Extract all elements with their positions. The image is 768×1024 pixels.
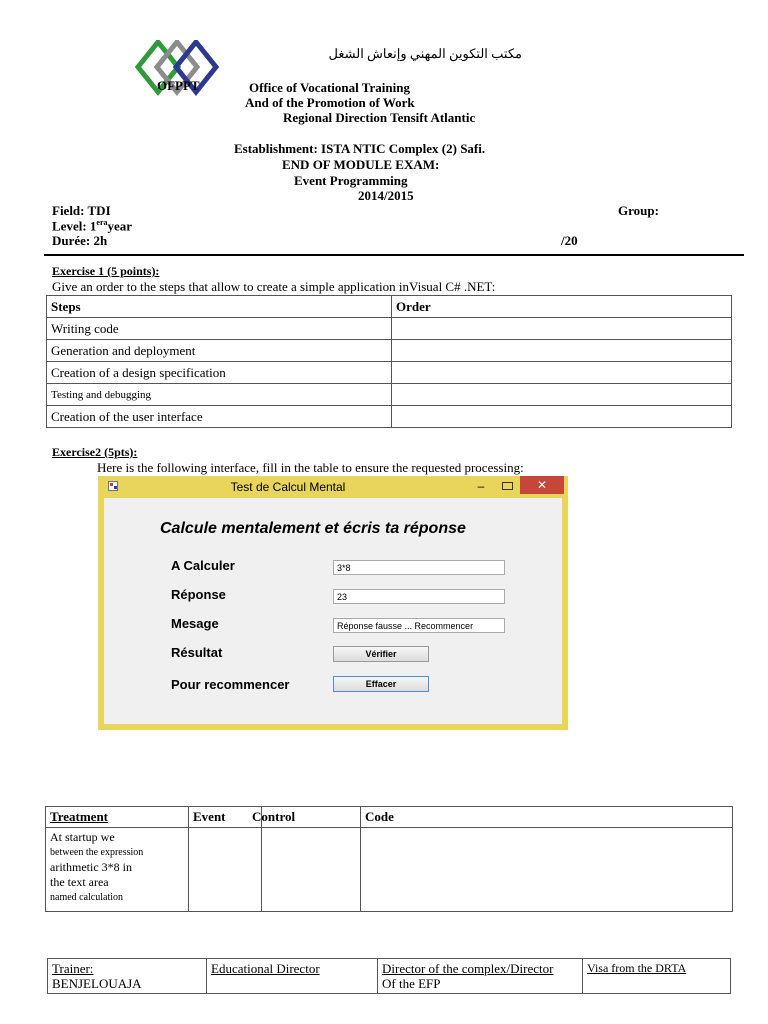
exam-title: END OF MODULE EXAM:: [282, 157, 440, 172]
window-titlebar: [98, 476, 568, 498]
trainer-cell: Trainer: BENJELOUAJA: [48, 959, 207, 994]
educational-director-cell: Educational Director: [207, 959, 378, 994]
control-cell[interactable]: [262, 828, 361, 912]
label-reponse: Réponse: [171, 587, 226, 602]
label-message: Mesage: [171, 616, 219, 631]
school-year: 2014/2015: [358, 188, 414, 203]
treatment-table: [45, 806, 733, 912]
window-body: [104, 498, 562, 724]
event-cell[interactable]: [189, 828, 262, 912]
label-a-calculer: A Calculer: [171, 558, 235, 573]
step-cell: Creation of a design specification: [47, 362, 392, 384]
director-cell: Director of the complex/Director Of the EFP: [378, 959, 583, 994]
treatment-cell: At startup we between the expression arithmetic 3*8 in the text area named calculation: [46, 828, 189, 912]
treatment-header: Treatment: [46, 807, 189, 828]
order-cell[interactable]: [392, 340, 732, 362]
window-title: Test de Calcul Mental: [230, 480, 346, 494]
arabic-title: مكتب التكوين المهني وإنعاش الشغل: [328, 46, 522, 61]
effacer-button[interactable]: Effacer: [333, 676, 429, 692]
exercise2-title: Exercise2 (5pts):: [52, 445, 138, 459]
steps-header: Steps: [47, 296, 392, 318]
group-label: Group:: [618, 203, 659, 218]
code-cell[interactable]: [361, 828, 733, 912]
office-line2: And of the Promotion of Work: [245, 95, 415, 110]
code-header: Code: [361, 807, 733, 828]
label-resultat: Résultat: [171, 645, 223, 660]
reponse-textbox[interactable]: 23: [333, 589, 505, 604]
exercise2-instruction: Here is the following interface, fill in the table to ensure the requested processing:: [97, 460, 524, 475]
window-heading: Calcule mentalement et écris ta réponse: [160, 520, 466, 537]
office-line3: Regional Direction Tensift Atlantic: [283, 110, 476, 125]
minimize-icon[interactable]: –: [477, 479, 485, 493]
header-divider: [44, 254, 744, 256]
calc-window: [98, 476, 568, 730]
message-textbox[interactable]: Réponse fausse ... Recommencer: [333, 618, 505, 633]
logo-text: OFPPT: [157, 78, 200, 93]
close-icon[interactable]: ✕: [520, 476, 564, 494]
visa-cell: Visa from the DRTA: [583, 959, 731, 994]
calculer-textbox[interactable]: 3*8: [333, 560, 505, 575]
signature-table: [47, 958, 731, 994]
exercise1-title: Exercise 1 (5 points):: [52, 264, 160, 278]
step-cell: Creation of the user interface: [47, 406, 392, 428]
order-cell[interactable]: [392, 362, 732, 384]
order-cell[interactable]: [392, 318, 732, 340]
control-header: Control: [262, 807, 361, 828]
maximize-icon[interactable]: [502, 482, 513, 490]
order-header: Order: [392, 296, 732, 318]
establishment: Establishment: ISTA NTIC Complex (2) Safi.: [234, 141, 486, 156]
step-cell: Testing and debugging: [47, 384, 392, 406]
steps-table: [46, 295, 732, 428]
order-cell[interactable]: [392, 384, 732, 406]
order-cell[interactable]: [392, 406, 732, 428]
field-label: Field: TDI: [52, 203, 111, 218]
duration-label: Durée: 2h: [52, 233, 108, 248]
verifier-button[interactable]: Vérifier: [333, 646, 429, 662]
step-cell: Generation and deployment: [47, 340, 392, 362]
step-cell: Writing code: [47, 318, 392, 340]
level-label: Level: $1^{era}year$: [52, 218, 133, 234]
score-label: /20: [561, 233, 578, 248]
label-recommencer: Pour recommencer: [171, 677, 290, 692]
event-header: Event: [189, 807, 262, 828]
office-line1: Office of Vocational Training: [249, 80, 410, 95]
module-name: Event Programming: [294, 173, 408, 188]
exercise1-instruction: Give an order to the steps that allow to create a simple application inVisual C# .NET:: [52, 279, 496, 294]
